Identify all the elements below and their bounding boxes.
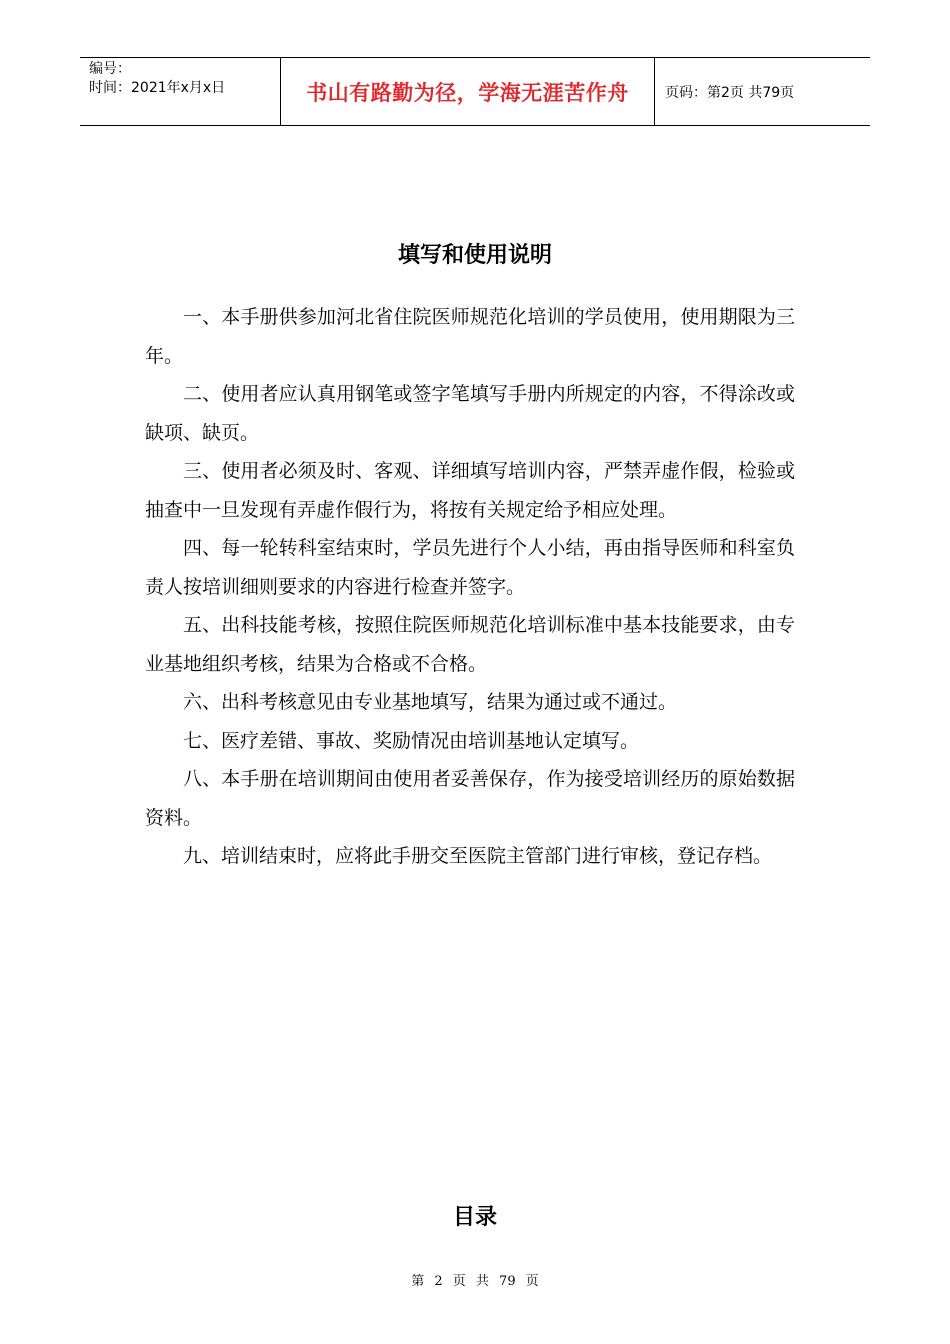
- toc-title: 目录: [452, 1204, 497, 1230]
- instructions-body: [145, 298, 795, 876]
- header-meta: [80, 58, 281, 125]
- instruction-paragraph: 五、出科技能考核，按照住院医师规范化培训标准中基本技能要求，由专业基地组织考核，结果为合格或不合格。: [145, 614, 795, 675]
- instruction-paragraph: 八、本手册在培训期间由使用者妥善保存，作为接受培训经历的原始数据资料。: [145, 768, 795, 829]
- instruction-paragraph: 二、使用者应认真用钢笔或签字笔填写手册内所规定的内容，不得涂改或缺项、缺页。: [145, 383, 795, 444]
- page-footer: 第 2 页 共 79 页: [411, 1274, 539, 1289]
- document-number-label: 编号：: [89, 61, 131, 77]
- header-motto: 书山有路勤为径，学海无涯苦作舟: [306, 80, 629, 105]
- header-motto-cell: [281, 58, 655, 125]
- header-page-info: 页码：第2页 共79页: [665, 84, 795, 101]
- instruction-paragraph: 九、培训结束时，应将此手册交至医院主管部门进行审核，登记存档。: [183, 845, 773, 867]
- page-title: 填写和使用说明: [397, 242, 552, 268]
- instruction-paragraph: 四、每一轮转科室结束时，学员先进行个人小结，再由指导医师和科室负责人按培训细则要求的内容进行检查并签字。: [145, 537, 795, 598]
- instruction-paragraph: 一、本手册供参加河北省住院医师规范化培训的学员使用，使用期限为三年。: [145, 306, 795, 367]
- page-header: [80, 57, 870, 126]
- instruction-paragraph: 六、出科考核意见由专业基地填写，结果为通过或不通过。: [183, 691, 678, 713]
- instruction-paragraph: 三、使用者必须及时、客观、详细填写培训内容，严禁弄虚作假，检验或抽查中一旦发现有弄虚作假行为，将按有关规定给予相应处理。: [145, 460, 795, 521]
- instruction-paragraph: 七、医疗差错、事故、奖励情况由培训基地认定填写。: [183, 729, 640, 752]
- document-time-label: 时间：2021年x月x日: [89, 80, 226, 96]
